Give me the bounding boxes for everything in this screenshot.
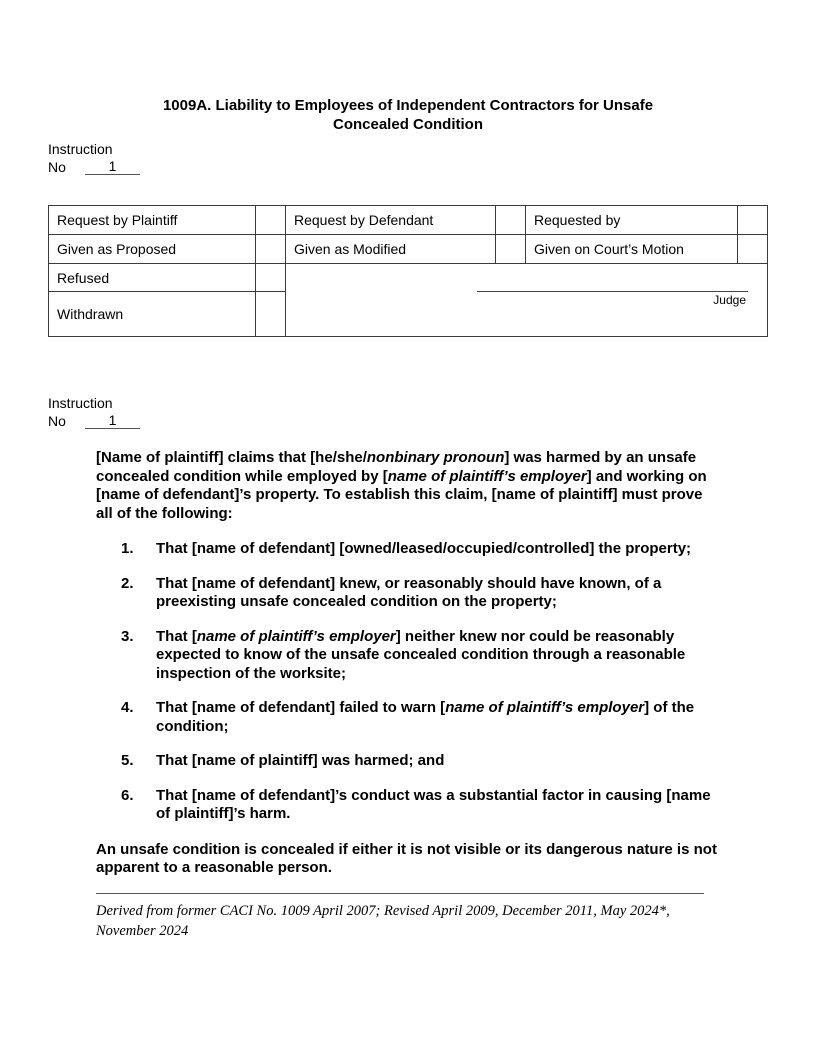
item-number: 2. — [121, 574, 134, 592]
instruction-item-1 — [96, 540, 720, 559]
instruction-item-6 — [96, 787, 720, 824]
cell-request-by-plaintiff: Request by Plaintiff — [49, 206, 256, 235]
cell-withdrawn: Withdrawn — [49, 292, 256, 337]
instruction-item-2 — [96, 575, 720, 612]
instruction-no-label: No — [48, 413, 66, 429]
instruction-number-field[interactable]: 1 — [85, 413, 140, 429]
checkbox-cell-request-by-defendant[interactable] — [496, 206, 526, 235]
checkbox-cell-given-as-modified[interactable] — [496, 235, 526, 264]
cell-given-on-courts-motion: Given on Court’s Motion — [526, 235, 738, 264]
item-text: That [name of defendant]’s conduct was a substantial factor in causing [name of plaintiff]’s harm. — [156, 786, 711, 822]
instruction-item-5 — [96, 752, 720, 771]
checkbox-cell-refused[interactable] — [256, 264, 286, 292]
instruction-no-label: No — [48, 159, 66, 175]
checkbox-cell-withdrawn[interactable] — [256, 292, 286, 337]
instruction-no-row — [48, 159, 816, 175]
checkbox-cell-given-as-proposed[interactable] — [256, 235, 286, 264]
cell-requested-by: Requested by — [526, 206, 738, 235]
item-number: 1. — [121, 540, 134, 557]
instruction-number-block-body — [48, 396, 816, 429]
judge-signature-cell — [286, 264, 768, 337]
page-title-line1: 1009A. Liability to Employees of Independent Contractors for Unsafe — [162, 97, 654, 114]
instruction-number-field[interactable]: 1 — [85, 159, 140, 175]
instruction-intro-paragraph: [Name of plaintiff] claims that [he/she/nonbinary pronoun] was harmed by an unsafe concealed condition while employed by [name of plaintiff’s employer] and working on [name of defendant]’s property. To establish this claim, [name of plaintiff] must prove all of the following: — [96, 449, 707, 522]
cell-request-by-defendant: Request by Defendant — [286, 206, 496, 235]
cell-given-as-proposed: Given as Proposed — [49, 235, 256, 264]
item-number: 5. — [121, 752, 134, 769]
page-title-line2: Concealed Condition — [333, 116, 483, 133]
item-number: 3. — [121, 627, 134, 645]
cell-given-as-modified: Given as Modified — [286, 235, 496, 264]
item-text: That [name of plaintiff’s employer] neither knew nor could be reasonably expected to know of the unsafe concealed condition through a reasonable inspection of the worksite; — [156, 627, 686, 682]
item-text: That [name of plaintiff] was harmed; and — [156, 752, 445, 769]
checkbox-cell-requested-by[interactable] — [738, 206, 768, 235]
item-number: 6. — [121, 786, 134, 804]
footer-divider — [96, 893, 704, 894]
instruction-label: Instruction — [48, 395, 113, 411]
item-text: That [name of defendant] knew, or reasonably should have known, of a preexisting unsafe concealed condition on the property; — [156, 574, 662, 610]
request-status-table — [48, 205, 768, 337]
instruction-number-block-top — [48, 142, 816, 175]
jury-instruction-text — [96, 449, 720, 878]
instruction-no-row — [48, 413, 816, 429]
item-text: That [name of defendant] failed to warn [name of plaintiff’s employer] of the condition; — [156, 699, 695, 735]
checkbox-cell-request-by-plaintiff[interactable] — [256, 206, 286, 235]
page-title — [48, 96, 768, 134]
checkbox-cell-given-on-courts-motion[interactable] — [738, 235, 768, 264]
cell-refused: Refused — [49, 264, 256, 292]
item-text: That [name of defendant] [owned/leased/occupied/controlled] the property; — [156, 540, 692, 557]
item-number: 4. — [121, 699, 134, 716]
instruction-label: Instruction — [48, 141, 113, 157]
instruction-item-3 — [96, 628, 720, 684]
instruction-item-4 — [96, 699, 720, 736]
derivation-note: Derived from former CACI No. 1009 April 2007; Revised April 2009, December 2011, May 2024*, November 2024 — [96, 902, 670, 939]
instruction-closing-paragraph: An unsafe condition is concealed if either it is not visible or its dangerous nature is not apparent to a reasonable person. — [96, 840, 717, 876]
judge-label: Judge — [713, 292, 746, 307]
